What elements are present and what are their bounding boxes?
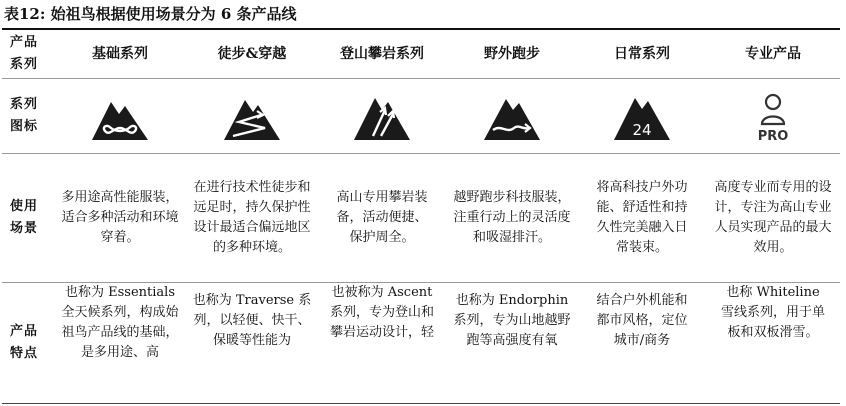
everyday-icon-label: 24 [632,121,652,139]
features-text-hiking: 也称为 Traverse 系列，以轻便、快干、保暖等性能为 [192,293,312,348]
mountain-zigzag-trail-icon [221,88,283,144]
cell-features-pro [706,283,840,404]
cell-features-everyday [578,283,706,404]
mountain-infinity-icon [89,88,151,144]
cell-usage-basic [54,154,186,283]
row-header-features: 产品特点 [10,324,39,361]
row-header-usage: 使用场景 [2,154,54,283]
cell-usage-hiking [186,154,318,283]
features-text-everyday: 结合户外机能和都市风格，定位城市/商务 [596,293,688,348]
pro-icon-label: PRO [757,129,789,144]
cell-usage-trail-running [446,154,578,283]
features-text-basic: 也称为 Essentials 全天候系列，构成始祖鸟产品线的基础，是多用途、高 [61,285,179,360]
features-row [2,283,840,404]
column-header-pro: 专业产品 [706,30,840,79]
column-header-basic: 基础系列 [54,30,186,79]
column-header-everyday: 日常系列 [578,30,706,79]
cell-icon-basic [54,79,186,154]
usage-text-basic: 多用途高性能服装，适合多种活动和环境穿着。 [61,190,179,245]
column-header-hiking: 徒步&穿越 [186,30,318,79]
usage-text-trail-running: 越野跑步科技服装，注重行动上的灵活度和吸湿排汗。 [453,190,571,245]
cell-usage-climbing [318,154,446,283]
column-header-climbing: 登山攀岩系列 [318,30,446,79]
pro-person-icon [742,88,804,144]
features-text-trail-running: 也称为 Endorphin 系列，专为山地越野跑等高强度有氧 [453,293,571,348]
usage-text-climbing: 高山专用攀岩装备，活动便捷、保护周全。 [336,190,428,245]
usage-text-hiking: 在进行技术性徒步和远足时，持久保护性设计最适合偏远地区的多种环境。 [193,180,311,255]
header-row [2,30,840,79]
features-text-pro: 也称 Whiteline 雪线系列，用于单板和双板滑雪。 [721,285,826,340]
row-header-icon: 系列图标 [2,79,54,154]
usage-text-pro: 高度专业而专用的设计，专注为高山专业人员实现产品的最大效用。 [714,180,832,255]
cell-features-basic [54,283,186,404]
cell-usage-pro [706,154,840,283]
cell-icon-trail-running [446,79,578,154]
table-caption: 表12: 始祖鸟根据使用场景分为 6 条产品线 [4,5,297,23]
features-text-climbing: 也被称为 Ascent 系列，专为登山和攀岩运动设计，轻 [329,285,434,340]
mountain-trail-run-icon [481,88,543,144]
cell-features-hiking [186,283,318,404]
cell-features-climbing [318,283,446,404]
cell-usage-everyday [578,154,706,283]
usage-row [2,154,840,283]
cell-icon-hiking [186,79,318,154]
icon-row [2,79,840,154]
cell-icon-climbing [318,79,446,154]
mountain-climbing-arrows-icon [351,88,413,144]
row-header-series: 产品系列 [2,30,54,79]
column-header-trail-running: 野外跑步 [446,30,578,79]
cell-features-trail-running [446,283,578,404]
usage-text-everyday: 将高科技户外功能、舒适性和持久性完美融入日常装束。 [596,180,688,255]
product-line-table [2,28,840,404]
cell-icon-pro [706,79,840,154]
mountain-24-icon [611,88,673,144]
cell-icon-everyday [578,79,706,154]
